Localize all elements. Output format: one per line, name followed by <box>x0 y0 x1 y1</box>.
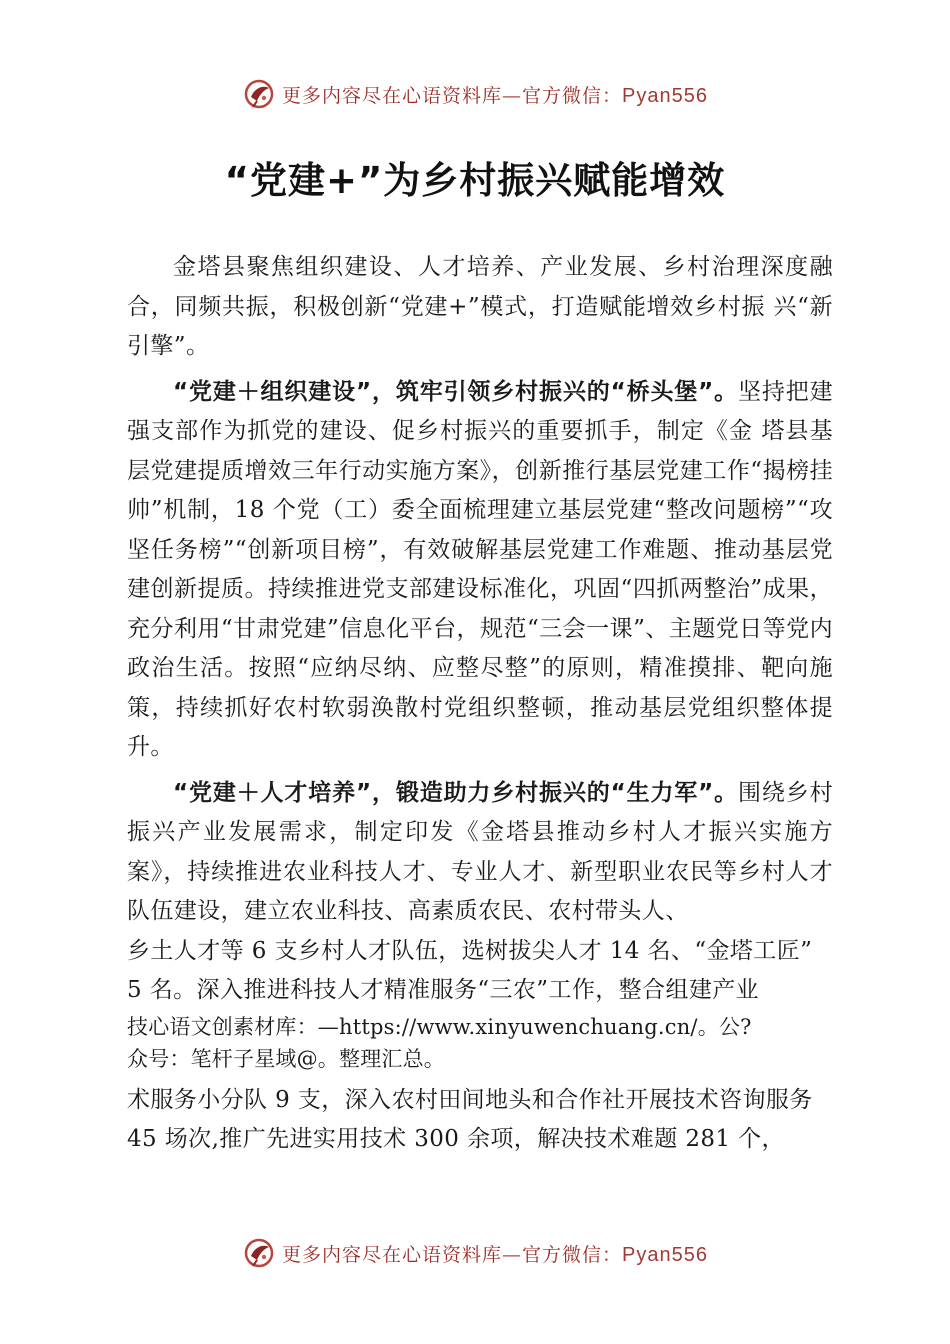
watermark-contact-label: 官方微信： <box>522 84 623 107</box>
watermark-footer <box>0 1233 950 1273</box>
watermark-contact-id: Pyan556 <box>622 1243 708 1266</box>
section-talent <box>127 774 833 932</box>
watermark-contact-id: Pyan556 <box>622 84 708 107</box>
watermark-site-name: 更多内容尽在心语资料库 <box>282 1243 503 1266</box>
section-talent-continued: 术服务小分队 9 支，深入农村田间地头和合作社开展技术咨询服务 45 场次,推广先进实用技术 300 余项，解决技术难题 281 个， <box>127 1086 813 1152</box>
watermark-separator: — <box>502 1243 523 1266</box>
brand-logo-icon <box>242 77 276 111</box>
intro-paragraph: 金塔县聚焦组织建设、人才培养、产业发展、乡村治理深度融合，同频共振，积极创新“党建+”模式，打造赋能增效乡村振 兴“新引擎”。 <box>127 254 833 359</box>
section-organization-body: 坚持把建强支部作为抓党的建设、促乡村振兴的重要抓手，制定《金 塔县基层党建提质增效三年行动实施方案》，创新推行基层党建工作“揭榜挂帅”机制，18 个党（工）委全面梳理建立基层党建“整改问题榜”“攻坚任务榜”“创新项目榜”，有效破解基层党建工作难题、推动基层党建创新提质。持续推进党支部建设标准化，巩固“四抓两整治”成果，充分利用“甘肃党建”信息化平台，规范“三会一课”、主题党日等党内政治生活。按照“应纳尽纳、应整尽整”的原则，精准摸排、靶向施策，持续抓好农村软弱涣散村党组织整顿，推动基层党组织整体提升。 <box>127 378 834 760</box>
source-note-line-2: 众号：笔杆子星域@。整理汇总。 <box>127 1046 445 1071</box>
source-note-line-1: 技心语文创素材库：—https://www.xinyuwenchuang.cn/。公? <box>127 1014 752 1039</box>
watermark-contact-label: 官方微信： <box>522 1243 623 1266</box>
watermark-separator: — <box>502 84 523 107</box>
section-organization <box>127 373 833 768</box>
section-talent-line-3: 5 名。深入推进科技人才精准服务“三农”工作，整合组建产业 <box>127 977 760 1003</box>
brand-logo-icon <box>242 1236 276 1270</box>
watermark-header <box>0 74 950 114</box>
watermark-text <box>282 1240 708 1267</box>
watermark-site-name: 更多内容尽在心语资料库 <box>282 84 503 107</box>
page-title: “党建+”为乡村振兴赋能增效 <box>224 159 726 202</box>
watermark-text <box>282 81 708 108</box>
section-talent-heading: “党建＋人才培养”，锻造助力乡村振兴的“生力军”。 <box>173 779 739 806</box>
section-organization-heading: “党建＋组织建设”，筑牢引领乡村振兴的“桥头堡”。 <box>173 378 739 405</box>
section-talent-line-2: 乡土人才等 6 支乡村人才队伍，选树拔尖人才 14 名、“金塔工匠” <box>127 937 813 964</box>
section-talent-body: 围绕乡村振兴产业发展需求，制定印发《金塔县推动乡村人才振兴实施方案》，持续推进农业科技人才、专业人才、新型职业农民等乡村人才队伍建设，建立农业科技、高素质农民、农村带头人、 <box>127 779 834 924</box>
document-body <box>127 248 833 1160</box>
